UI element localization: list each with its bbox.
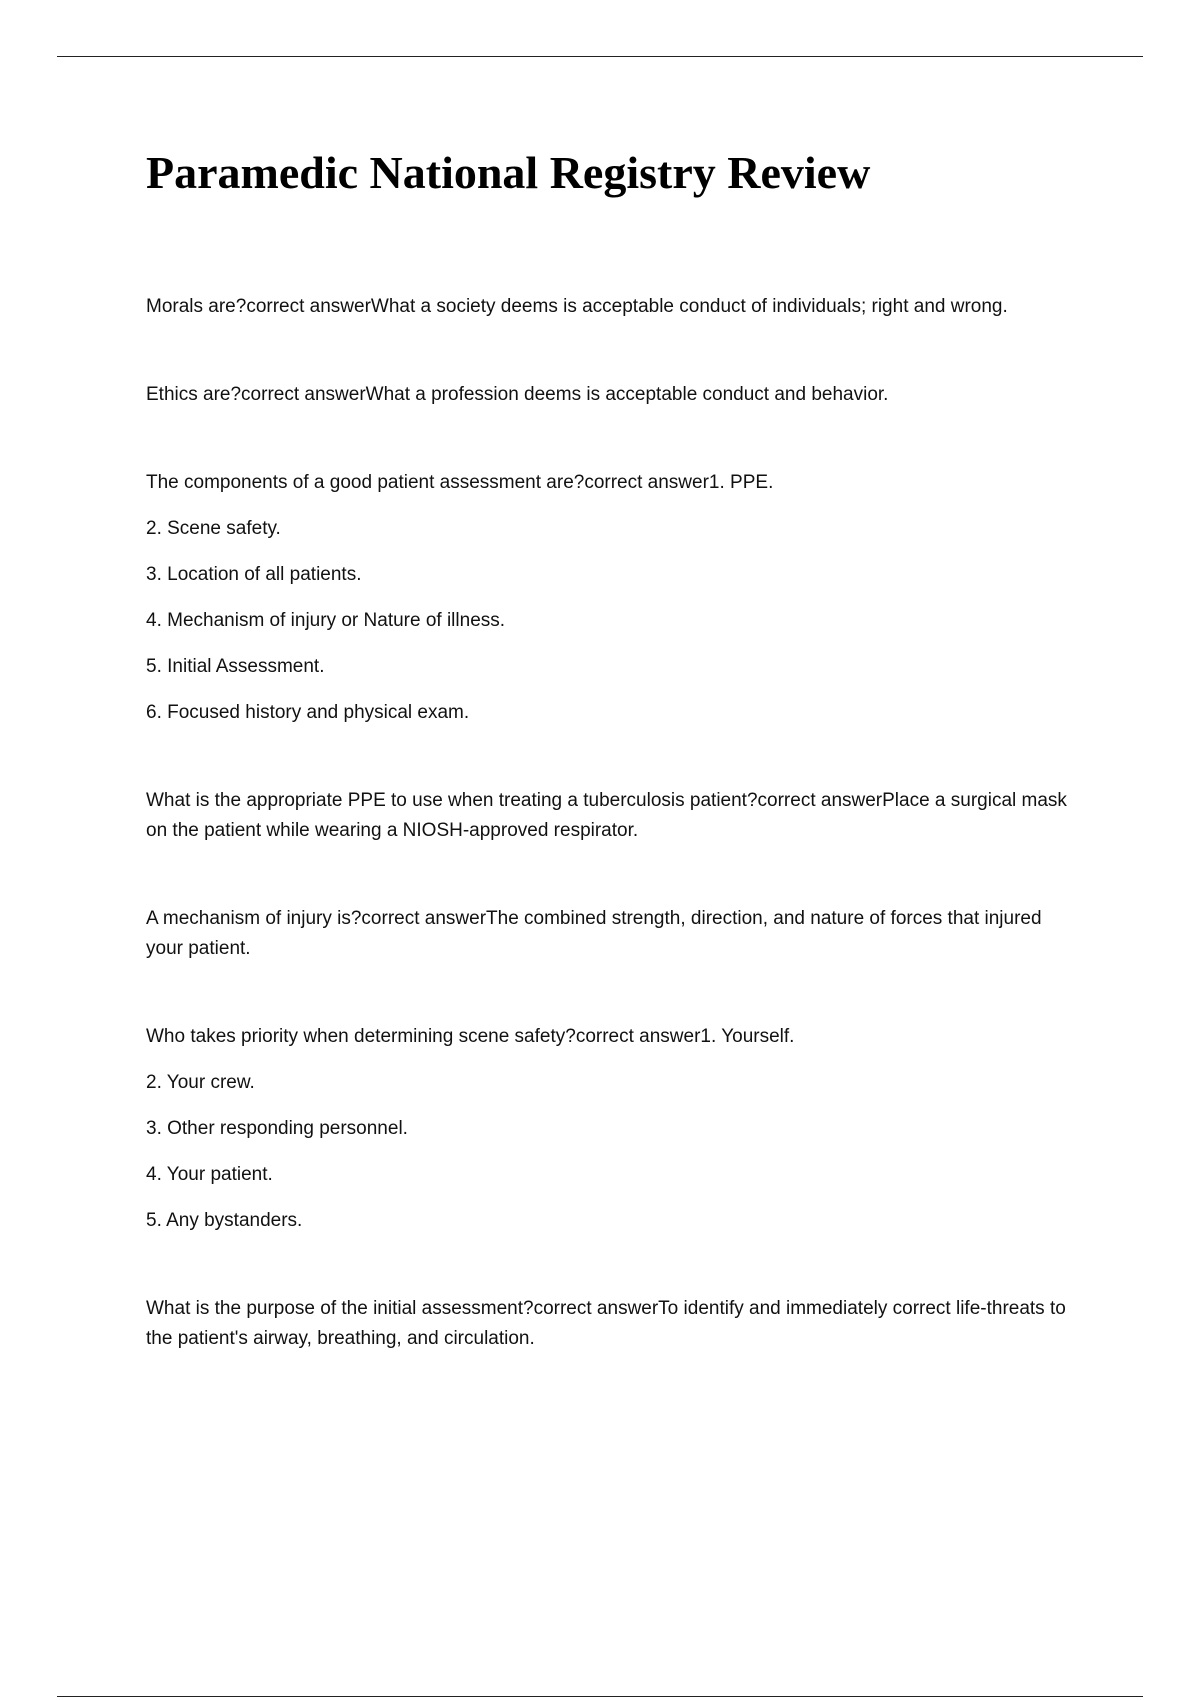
list-item: 5. Initial Assessment. [146, 656, 325, 677]
qa-text: A mechanism of injury is?correct answerThe combined strength, direction, and nature of forces that injured your patient. [146, 908, 1042, 959]
qa-text: The components of a good patient assessment are?correct answer1. PPE. [146, 472, 774, 493]
list-item: 6. Focused history and physical exam. [146, 702, 470, 723]
qa-text: What is the appropriate PPE to use when treating a tuberculosis patient?correct answerPlace a surgical mask on the patient while wearing a NIOSH-approved respirator. [146, 790, 1067, 841]
list-item: 4. Mechanism of injury or Nature of illness. [146, 610, 506, 631]
qa-text: Morals are?correct answerWhat a society deems is acceptable conduct of individuals; right and wrong. [146, 296, 1008, 317]
qa-text: What is the purpose of the initial assessment?correct answerTo identify and immediately correct life-threats to the patient's airway, breathing, and circulation. [146, 1298, 1066, 1349]
qa-entry-ethics [146, 380, 1081, 410]
qa-entry-scene-safety-priority [146, 1022, 1081, 1236]
list-item: 2. Scene safety. [146, 518, 281, 539]
list-item: 3. Location of all patients. [146, 564, 362, 585]
list-item: 4. Your patient. [146, 1164, 273, 1185]
footer-rule [57, 1696, 1143, 1697]
header-rule [57, 56, 1143, 57]
qa-entry-tuberculosis-ppe [146, 786, 1081, 846]
list-item: 5. Any bystanders. [146, 1210, 303, 1231]
qa-entry-morals [146, 292, 1081, 322]
qa-entry-assessment-components [146, 468, 1081, 728]
qa-entry-initial-assessment [146, 1294, 1081, 1354]
qa-text: Ethics are?correct answerWhat a profession deems is acceptable conduct and behavior. [146, 384, 889, 405]
list-item: 3. Other responding personnel. [146, 1118, 408, 1139]
document-title: Paramedic National Registry Review [146, 147, 871, 198]
document-body [146, 292, 1081, 1412]
qa-entry-mechanism-of-injury [146, 904, 1081, 964]
qa-text: Who takes priority when determining scene safety?correct answer1. Yourself. [146, 1026, 795, 1047]
list-item: 2. Your crew. [146, 1072, 255, 1093]
